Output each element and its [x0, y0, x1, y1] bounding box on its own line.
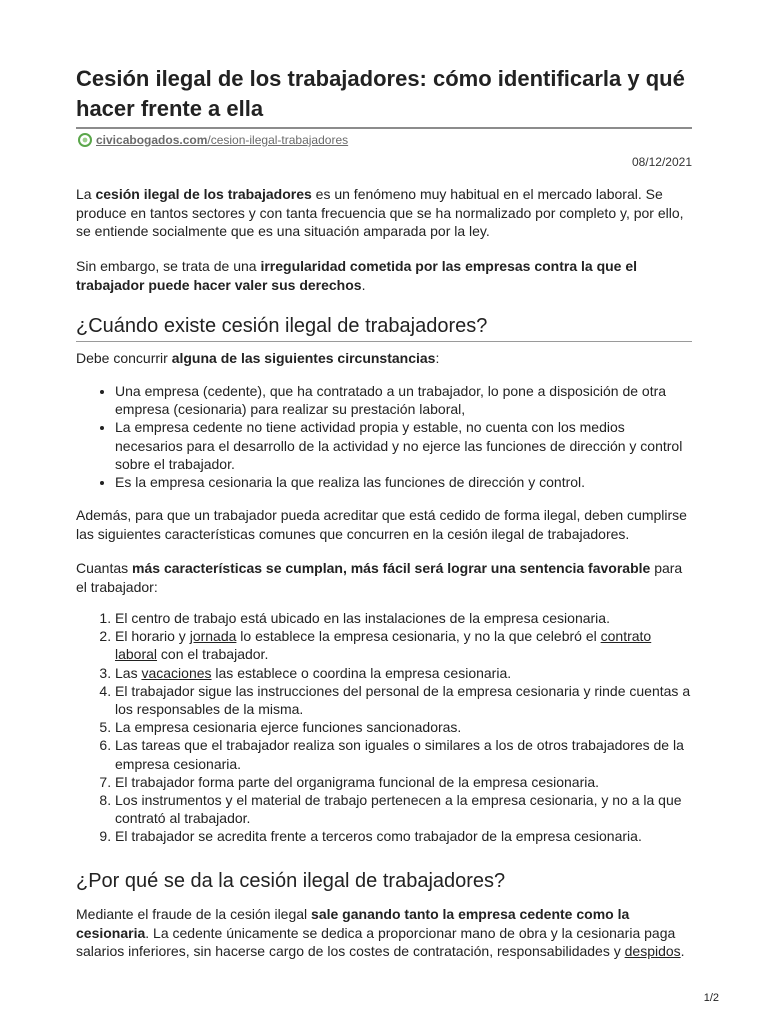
title-divider: [76, 127, 692, 129]
page-title: Cesión ilegal de los trabajadores: cómo identificarla y qué hacer frente a ella: [76, 66, 685, 121]
list-item: 6. Las tareas que el trabajador realiza son iguales o similares a los de otros trabajadores de la empresa cesionaria.: [115, 736, 692, 772]
cuantas-paragraph: Cuantas más características se cumplan, más fácil será lograr una sentencia favorable para el trabajador:: [76, 560, 683, 595]
list-item: 2. El horario y jornada lo establece la empresa cesionaria, y no la que celebró el contrato laboral con el trabajador.: [115, 627, 692, 663]
list-item: 1. El centro de trabajo está ubicado en las instalaciones de la empresa cesionaria.: [115, 609, 692, 627]
section-heading-cuando: ¿Cuándo existe cesión ilegal de trabajadores?: [76, 315, 488, 337]
despidos-link[interactable]: despidos: [624, 943, 681, 959]
jornada-link[interactable]: jornada: [189, 628, 237, 645]
list-item: 3. Las vacaciones las establece o coordina la empresa cesionaria.: [115, 664, 692, 682]
intro-paragraph-1: La cesión ilegal de los trabajadores es un fenómeno muy habitual en el mercado laboral. Se produce en tantos sectores y con tanta frecuencia que se ha normalizado por completo y, por ello, se entiende socialmente que es una situación amparada por la ley.: [76, 186, 684, 239]
section-divider: [76, 341, 692, 342]
characteristics-list: [76, 609, 692, 846]
list-item: 9. El trabajador se acredita frente a terceros como trabajador de la empresa cesionaria.: [115, 827, 692, 845]
site-favicon-icon: [78, 133, 92, 147]
source-link[interactable]: [78, 131, 348, 149]
section-heading-por-que: ¿Por qué se da la cesión ilegal de trabajadores?: [76, 870, 506, 892]
list-item: 7. El trabajador forma parte del organigrama funcional de la empresa cesionaria.: [115, 773, 692, 791]
list-item: 4. El trabajador sigue las instrucciones del personal de la empresa cesionaria y rinde cuentas a los responsables de la misma.: [115, 682, 692, 718]
page-number: 1/2: [703, 992, 719, 1004]
ademas-paragraph: Además, para que un trabajador pueda acreditar que está cedido de forma ilegal, deben cumplirse las siguientes características comunes que concurren en la cesión ilegal de trabajadores.: [76, 507, 687, 542]
list-item: • Una empresa (cedente), que ha contratado a un trabajador, lo pone a disposición de otra empresa (cesionaria) para realizar su prestación laboral,: [115, 382, 692, 418]
section2-paragraph: Mediante el fraude de la cesión ilegal sale ganando tanto la empresa cedente como la cesionaria. La cedente únicamente se dedica a proporcionar mano de obra y la cesionaria paga salarios inferiores, sin hacerse cargo de los costes de contratación, responsabilidades y despidos.: [76, 906, 685, 959]
vacaciones-link[interactable]: vacaciones: [141, 664, 212, 681]
intro-paragraph-2: Sin embargo, se trata de una irregularidad cometida por las empresas contra la que el trabajador puede hacer valer sus derechos.: [76, 258, 638, 293]
list-item: 8. Los instrumentos y el material de trabajo pertenecen a la empresa cesionaria, y no a la que contrató al trabajador.: [115, 791, 692, 827]
publish-date: 08/12/2021: [631, 155, 692, 169]
list-item: 5. La empresa cesionaria ejerce funciones sancionadoras.: [115, 718, 692, 736]
list-item: • Es la empresa cesionaria la que realiza las funciones de dirección y control.: [115, 473, 692, 491]
list-item: • La empresa cedente no tiene actividad propia y estable, no cuenta con los medios necesarios para el desarrollo de la actividad y no ejerce las funciones de dirección y control sobre el trabajador.: [115, 418, 692, 473]
contrato-laboral-link[interactable]: contrato laboral: [115, 628, 652, 663]
section1-lead: Debe concurrir alguna de las siguientes circunstancias:: [76, 350, 440, 366]
source-url[interactable]: civicabogados.com/cesion-ilegal-trabajadores: [96, 133, 349, 147]
circumstances-list: [76, 382, 692, 491]
